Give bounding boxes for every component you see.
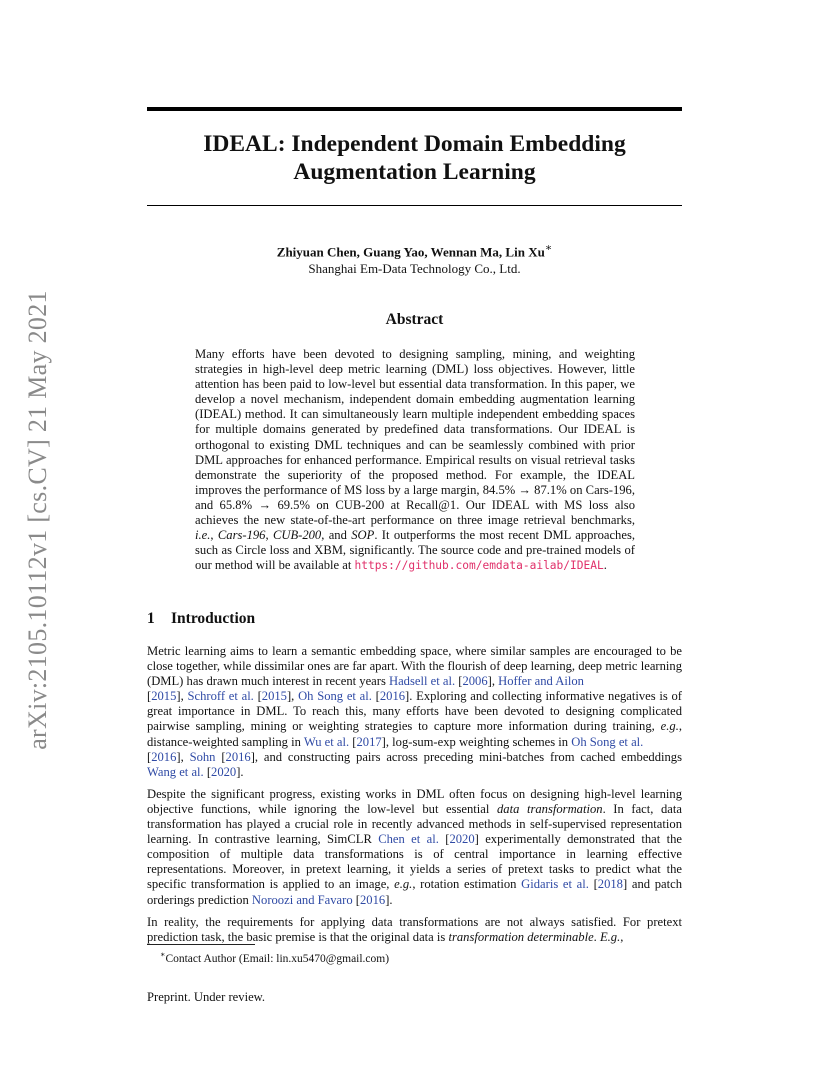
citation-year-link[interactable]: 2016 — [151, 749, 177, 764]
p1-text: , distance-weighted sampling in — [147, 719, 682, 749]
citation-link[interactable]: Chen et al. — [378, 832, 439, 847]
abstract-cub: CUB-200 — [272, 528, 322, 543]
p2-text: and patch orderings prediction — [147, 877, 682, 907]
p1-text: , log-sum-exp weighting schemes in — [385, 734, 572, 749]
p1-text: . Exploring and collecting informative negatives is of great importance in DML. To reach this, many efforts have been devoted to designing complicated pairwise sampling, mining or weighting strategies to capture more information during training, — [147, 689, 682, 734]
abstract-end: . — [603, 558, 607, 573]
abstract-heading: Abstract — [385, 311, 444, 328]
citation-link[interactable]: Hadsell et al. — [389, 674, 456, 689]
citation-link[interactable]: Noroozi and Favaro — [251, 892, 353, 907]
p3-text: . — [593, 929, 600, 944]
abstract-sop: SOP — [351, 528, 375, 543]
p1-text: , and constructing pairs across preceding mini-batches from cached embeddings — [254, 749, 682, 764]
citation-year-link[interactable]: 2015 — [151, 689, 177, 704]
citation-year-link[interactable]: 2020 — [211, 764, 237, 779]
footnote-text: Contact Author (Email: lin.xu5470@gmail.com) — [165, 952, 390, 965]
abstract-cars: Cars-196 — [217, 528, 266, 543]
preprint-notice: Preprint. Under review. — [147, 990, 266, 1004]
affiliation: Shanghai Em-Data Technology Co., Ltd. — [308, 261, 521, 277]
paper-title — [147, 130, 682, 186]
abstract-sep-1: , — [210, 528, 218, 543]
intro-paragraph-1: Metric learning aims to learn a semantic embedding space, where similar samples are encouraged to be close together, while dissimilar ones are far apart. With the flourish of deep learning, deep metric learning (DML) has drawn much interest in recent years Hadsell et al. [2006], Hoffer and Ailon [2015], Schroff et al. [2015], Oh Song et al. [2016]. Exploring and collecting informative negatives is of great importance in DML. To reach this, many efforts have been devoted to designing complicated pairwise sampling, mining or weighting strategies to capture more information during training, e.g., distance-weighted sampling in Wu et al. [2017], log-sum-exp weighting schemes in Oh Song et al. [2016], Sohn [2016], and constructing pairs across preceding mini-batches from cached embeddings Wang et al. [2020]. — [147, 644, 682, 779]
p2-text: Despite the significant progress, existing works in DML often focus on designing high-level learning objective functions, while ignoring the low-level but essential — [147, 786, 682, 816]
author-names-line — [147, 240, 682, 260]
p2-text: experimentally demonstrated that the composition of multiple data transformations is of central importance in learning effective representations. Moreover, in pretext learning, it yields a series of pretext tasks to predict what the specific transformation is applied to an image, — [147, 832, 682, 892]
footnote-marker: ∗ — [160, 950, 166, 959]
p1-text: Metric learning aims to learn a semantic embedding space, where similar samples are encouraged to be close together, while dissimilar ones are far apart. With the flourish of deep learning, deep metric learning (DML) has drawn much interest in recent years — [147, 644, 682, 689]
abstract-text-2: . It outperforms the most recent DML approaches, such as Circle loss and XBM, significantly. The source code and pre-trained models of our method will be available at — [195, 528, 635, 573]
abstract-sep-2: , — [265, 528, 273, 543]
p3-emphasis: transformation determinable — [448, 929, 594, 944]
p2-text: , rotation estimation — [412, 877, 522, 892]
abstract-text-1: Many efforts have been devoted to designing sampling, mining, and weighting strategies in high-level deep metric learning (DML) loss objectives. However, little attention has been paid to low-level but essential data transformation. In this paper, we develop a novel mechanism, independent domain embedding augmentation learning (IDEAL) method. It can simultaneously learn multiple independent embedding spaces for multiple domains generated by predefined data transformations. Our IDEAL is orthogonal to existing DML techniques and can be seamlessly combined with prior DML approaches for enhanced performance. Empirical results on visual retrieval tasks demonstrate the superiority of the proposed method. For example, the IDEAL improves the performance of MS loss by a large margin, 84.5% → 87.1% on Cars-196, and 65.8% → 69.5% on CUB-200 at Recall@1. Our IDEAL with MS loss also achieves the new state-of-the-art performance on three image retrieval benchmarks, — [195, 347, 635, 528]
citation-year-link[interactable]: 2018 — [597, 877, 623, 892]
section-title: Introduction — [171, 610, 256, 627]
citation-link[interactable]: Hoffer and Ailon — [498, 674, 584, 689]
footnote-rule — [147, 944, 255, 945]
p2-eg: e.g. — [394, 877, 413, 892]
p2-emphasis: data transformation — [497, 801, 603, 816]
author-marker: ∗ — [544, 242, 553, 254]
p2-text: . In fact, data transformation has played a crucial role in recently advanced methods in self-supervised representation learning. In contrastive learning, SimCLR — [147, 801, 682, 847]
section-number: 1 — [147, 610, 155, 627]
abstract-body — [195, 347, 635, 573]
citation-link[interactable]: Sohn — [189, 749, 216, 764]
citation-link[interactable]: Gidaris et al. — [521, 877, 589, 892]
author-names: Zhiyuan Chen, Guang Yao, Wennan Ma, Lin Xu — [276, 244, 545, 260]
citation-link[interactable]: Wu et al. — [303, 734, 350, 749]
citation-link[interactable]: Schroff et al. — [187, 689, 254, 704]
citation-link[interactable]: Wang et al. — [147, 764, 204, 779]
title-rule-bottom — [147, 205, 682, 206]
title-rule-top — [147, 107, 682, 111]
title-line-2: Augmentation Learning — [293, 159, 536, 185]
intro-paragraph-3: In reality, the requirements for applying data transformations are not always satisfied. For pretext prediction task, the basic premise is that the original data is transformation determinable. E.g., — [147, 914, 682, 944]
footnote — [160, 950, 389, 965]
citation-year-link[interactable]: 2016 — [225, 749, 251, 764]
introduction-body — [147, 644, 682, 952]
p3-text: In reality, the requirements for applying data transformations are not always satisfied. For pretext prediction task, the basic premise is that the original data is — [147, 914, 682, 944]
author-block — [147, 240, 682, 277]
arxiv-identifier: arXiv:2105.10112v1 [cs.CV] 21 May 2021 — [23, 290, 52, 750]
citation-link[interactable]: Oh Song et al. — [298, 689, 372, 704]
abstract-sep-3: , and — [321, 528, 352, 543]
p1-text: . — [240, 764, 244, 779]
citation-year-link[interactable]: 2020 — [449, 832, 475, 847]
p3-eg: E.g. — [599, 929, 621, 944]
code-url-link[interactable]: https://github.com/emdata-ailab/IDEAL — [354, 559, 604, 573]
section-heading — [147, 610, 255, 628]
citation-link[interactable]: Oh Song et al. — [571, 734, 644, 749]
p1-eg: e.g. — [660, 719, 679, 734]
abstract-ie: i.e. — [195, 528, 211, 543]
citation-year-link[interactable]: 2017 — [356, 734, 382, 749]
citation-year-link[interactable]: 2016 — [360, 892, 386, 907]
p2-text: . — [389, 892, 393, 907]
citation-year-link[interactable]: 2006 — [462, 674, 488, 689]
citation-year-link[interactable]: 2016 — [379, 689, 406, 704]
citation-year-link[interactable]: 2015 — [261, 689, 287, 704]
abstract-paragraph — [195, 347, 635, 573]
title-line-1: IDEAL: Independent Domain Embedding — [203, 131, 626, 157]
intro-paragraph-2: Despite the significant progress, existing works in DML often focus on designing high-level learning objective functions, while ignoring the low-level but essential data transformation. In fact, data transformation has played a crucial role in recently advanced methods in self-supervised representation learning. In contrastive learning, SimCLR Chen et al. [2020] experimentally demonstrated that the composition of multiple data transformations is of central importance in learning effective representations. Moreover, in pretext learning, it yields a series of pretext tasks to predict what the specific transformation is applied to an image, e.g., rotation estimation Gidaris et al. [2018] and patch orderings prediction Noroozi and Favaro [2016]. — [147, 786, 682, 907]
